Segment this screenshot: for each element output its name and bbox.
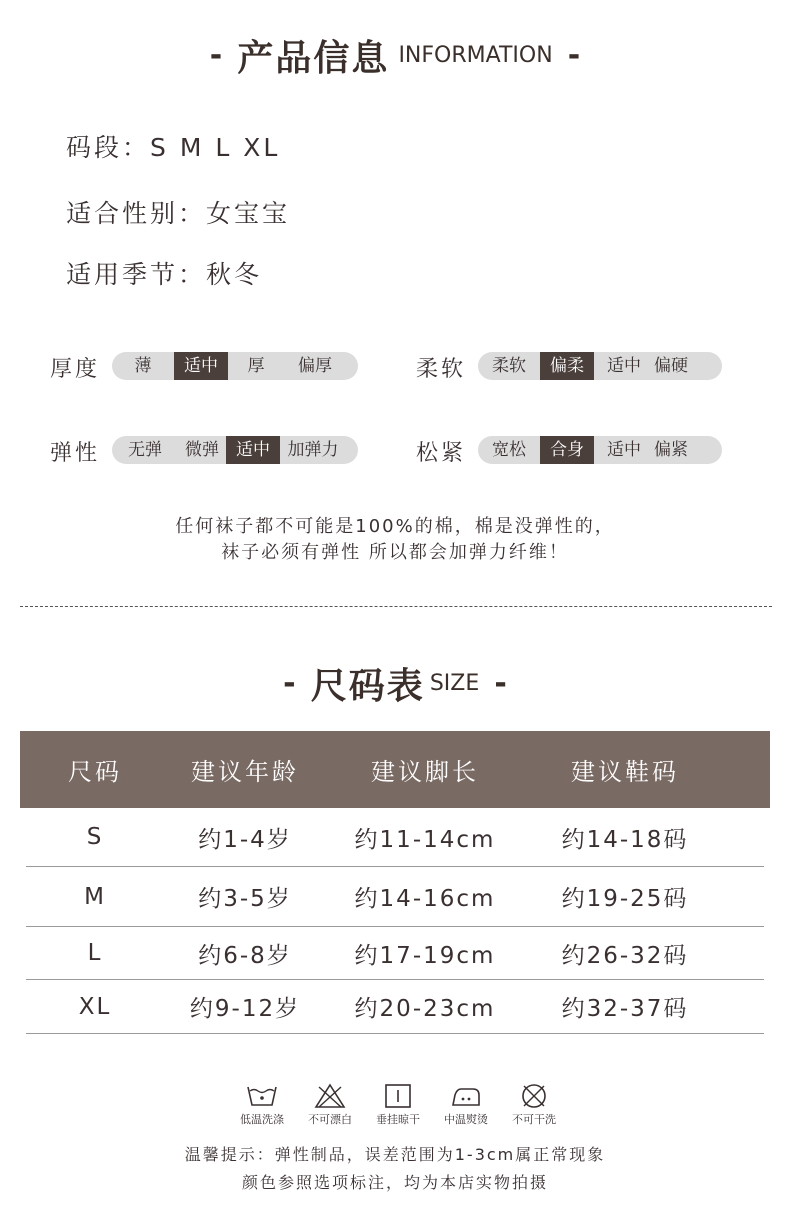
info-title-en: INFORMATION xyxy=(398,43,553,68)
tightness-option-selected: 合身 xyxy=(540,436,594,464)
cell-age: 约3-5岁 xyxy=(198,886,292,912)
thickness-option: 薄 xyxy=(134,356,152,376)
softness-option-selected: 偏柔 xyxy=(540,352,594,380)
cell-shoe-size: 约26-32码 xyxy=(561,942,689,969)
care-item xyxy=(296,1083,364,1127)
cell-foot-length: 约14-16cm xyxy=(354,886,496,912)
softness-bar xyxy=(478,352,722,380)
size-table xyxy=(20,731,770,1034)
header-size: 尺码 xyxy=(68,758,122,786)
care-item xyxy=(364,1083,432,1127)
tightness-option: 适中 xyxy=(607,440,641,460)
header-shoe-size: 建议鞋码 xyxy=(571,758,679,786)
cell-size: M xyxy=(84,883,106,910)
cell-age: 约6-8岁 xyxy=(198,942,292,969)
gender-line: 适合性别：女宝宝 xyxy=(66,199,291,228)
no-bleach-icon xyxy=(313,1083,347,1109)
softness-option: 偏硬 xyxy=(654,356,688,376)
elasticity-option-selected: 适中 xyxy=(226,436,280,464)
care-item xyxy=(432,1083,500,1127)
cell-age: 约1-4岁 xyxy=(198,826,292,853)
thickness-option: 厚 xyxy=(247,356,265,376)
tightness-option: 偏紧 xyxy=(654,440,688,460)
footer-line-1: 温馨提示：弹性制品，误差范围为1-3cm属正常现象 xyxy=(184,1145,606,1164)
cell-shoe-size: 约19-25码 xyxy=(561,886,689,912)
cell-size: XL xyxy=(78,993,112,1020)
cell-size: S xyxy=(86,824,104,850)
heading-dash-right: - xyxy=(494,666,507,701)
tightness-option: 宽松 xyxy=(492,440,526,460)
note-line-2: 袜子必须有弹性 所以都会加弹力纤维！ xyxy=(221,542,569,563)
elasticity-option: 无弹 xyxy=(128,440,162,460)
no-dry-clean-icon xyxy=(517,1083,551,1109)
note-line-1: 任何袜子都不可能是100%的棉，棉是没弹性的， xyxy=(175,516,615,537)
size-title-cn: 尺码表 xyxy=(310,666,425,707)
size-title-en: SIZE xyxy=(429,671,480,696)
table-row xyxy=(26,927,764,980)
elasticity-bar xyxy=(112,436,358,464)
header-age: 建议年龄 xyxy=(191,758,299,786)
info-heading xyxy=(0,30,790,81)
cell-shoe-size: 约14-18码 xyxy=(561,826,689,853)
care-label: 不可漂白 xyxy=(308,1113,352,1126)
heading-dash-left: - xyxy=(283,666,296,701)
care-item xyxy=(228,1083,296,1127)
tightness-bar xyxy=(478,436,722,464)
low-temp-wash-icon xyxy=(245,1083,279,1109)
cell-foot-length: 约11-14cm xyxy=(354,826,496,853)
medium-iron-icon xyxy=(449,1083,483,1109)
cell-size: L xyxy=(87,940,103,966)
softness-option: 柔软 xyxy=(492,356,526,376)
season-line: 适用季节：秋冬 xyxy=(66,260,263,289)
cell-shoe-size: 约32-37码 xyxy=(561,996,689,1022)
footer-line-2: 颜色参照选项标注，均为本店实物拍摄 xyxy=(241,1173,548,1192)
cell-foot-length: 约20-23cm xyxy=(354,996,496,1022)
elasticity-label: 弹性 xyxy=(50,441,101,466)
heading-dash-left: - xyxy=(209,38,223,73)
table-header xyxy=(20,731,770,808)
info-title-cn: 产品信息 xyxy=(237,38,390,79)
thickness-bar xyxy=(112,352,358,380)
table-row xyxy=(26,808,764,867)
thickness-option: 偏厚 xyxy=(298,356,332,376)
thickness-option-selected: 适中 xyxy=(174,352,228,380)
header-foot-length: 建议脚长 xyxy=(371,758,479,786)
elasticity-option: 加弹力 xyxy=(287,440,339,460)
cell-age: 约9-12岁 xyxy=(189,996,301,1022)
size-heading xyxy=(0,658,790,709)
care-label: 低温洗涤 xyxy=(240,1113,284,1126)
size-range-line: 码段：S M L XL xyxy=(66,133,281,162)
section-divider xyxy=(20,606,772,607)
footer-notes xyxy=(0,1141,790,1197)
hang-dry-icon xyxy=(381,1083,415,1109)
table-row xyxy=(26,867,764,927)
softness-label: 柔软 xyxy=(416,357,467,382)
cell-foot-length: 约17-19cm xyxy=(354,942,496,969)
thickness-label: 厚度 xyxy=(50,357,101,382)
care-label: 中温熨烫 xyxy=(444,1113,488,1126)
heading-dash-right: - xyxy=(567,38,581,73)
care-item xyxy=(500,1083,568,1127)
tightness-label: 松紧 xyxy=(416,441,467,466)
material-note xyxy=(0,514,790,566)
care-label: 垂挂晾干 xyxy=(376,1113,420,1126)
care-instructions xyxy=(228,1083,568,1127)
care-label: 不可干洗 xyxy=(512,1113,556,1126)
softness-option: 适中 xyxy=(607,356,641,376)
elasticity-option: 微弹 xyxy=(185,440,219,460)
table-row xyxy=(26,980,764,1034)
